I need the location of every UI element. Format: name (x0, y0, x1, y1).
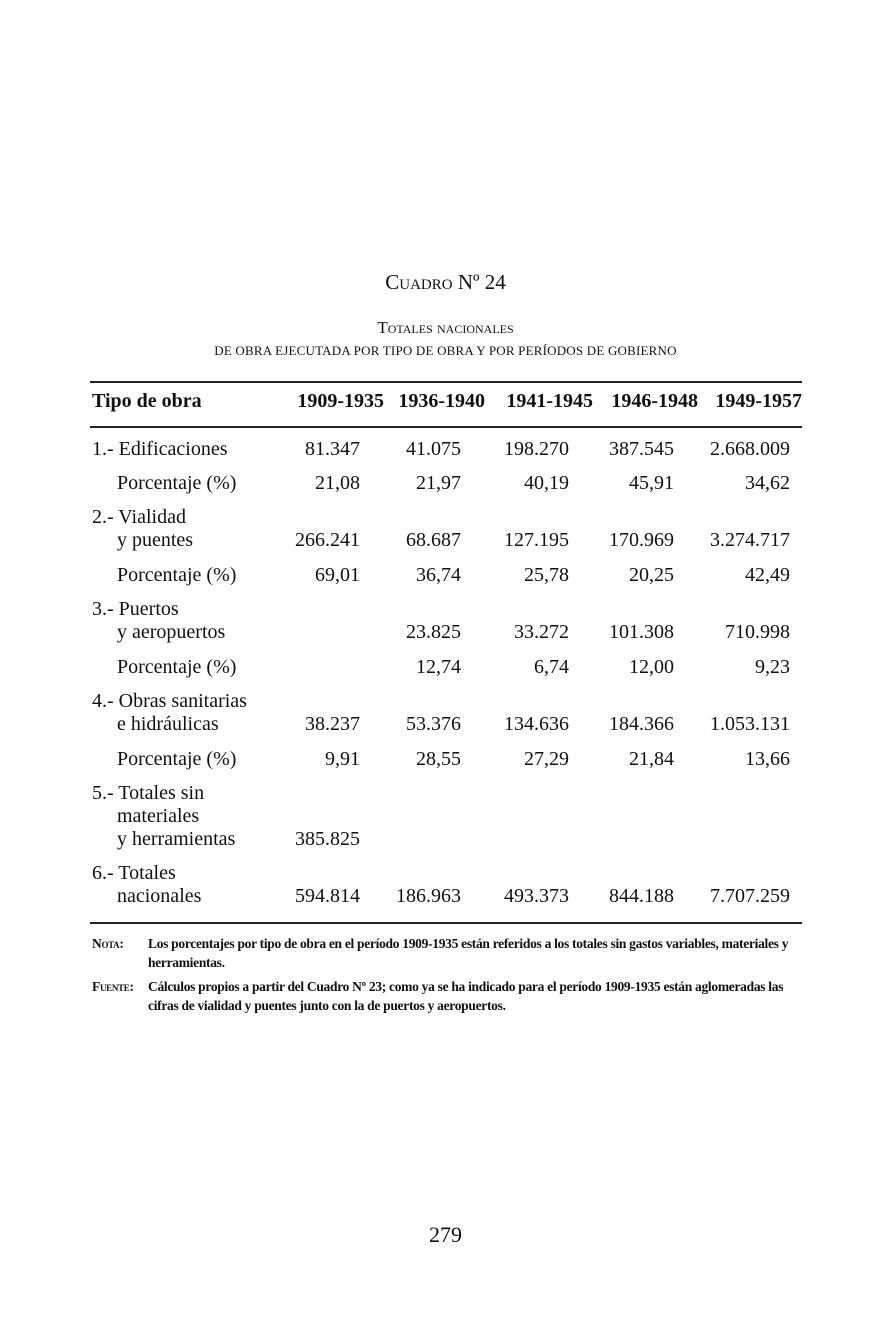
table-cell: 184.366 (609, 713, 674, 735)
header-1949-1957: 1949-1957 (715, 390, 802, 412)
table-cell: 594.814 (295, 885, 360, 907)
page-number: 279 (429, 1222, 462, 1247)
table-caption-title: Cuadro Nº 24 (385, 270, 506, 294)
table-cell: 45,91 (629, 472, 674, 494)
table-cell: 20,25 (629, 564, 674, 586)
note-fuente-text: Cálculos propios a partir del Cuadro Nº 23; como ya se ha indicado para el período 1909-1935 están aglomeradas las cifras de vialidad y puentes junto con la de puertos y aeropuertos. (148, 979, 784, 1013)
table-cell: 710.998 (725, 621, 790, 643)
table-cell: 38.237 (305, 713, 360, 735)
table-cell: 81.347 (305, 438, 360, 460)
row-label: nacionales (117, 885, 202, 907)
header-1909-1935: 1909-1935 (297, 390, 384, 412)
row-label: 3.- Puertos (92, 598, 179, 620)
row-label: Porcentaje (%) (117, 564, 237, 586)
row-label: y aeropuertos (117, 621, 226, 643)
table-cell: 69,01 (315, 564, 360, 586)
note-nota-tag: Nota: (92, 936, 124, 951)
table-cell: 33.272 (514, 621, 569, 643)
table-top-rule (90, 381, 802, 383)
table-cell: 385.825 (295, 828, 360, 850)
table-cell: 42,49 (745, 564, 790, 586)
row-label: 2.- Vialidad (92, 506, 186, 528)
row-label: e hidráulicas (117, 713, 219, 735)
header-tipo-de-obra: Tipo de obra (92, 390, 202, 412)
table-cell: 3.274.717 (710, 529, 790, 551)
table-cell: 27,29 (524, 748, 569, 770)
note-fuente-tag: Fuente: (92, 979, 134, 994)
table-cell: 266.241 (295, 529, 360, 551)
table-subtitle-line1: Totales nacionales (377, 318, 514, 337)
table-cell: 127.195 (504, 529, 569, 551)
table-bottom-rule (90, 922, 802, 924)
table-cell: 21,97 (416, 472, 461, 494)
note-nota (92, 934, 804, 970)
row-label: Porcentaje (%) (117, 656, 237, 678)
table-cell: 25,78 (524, 564, 569, 586)
table-header-rule (90, 426, 802, 428)
row-label: materiales (117, 805, 200, 827)
table-cell: 40,19 (524, 472, 569, 494)
row-label: 5.- Totales sin (92, 782, 205, 804)
table-cell: 6,74 (534, 656, 569, 678)
table-cell: 9,23 (755, 656, 790, 678)
table-cell: 28,55 (416, 748, 461, 770)
table-cell: 21,84 (629, 748, 674, 770)
note-nota-text: Los porcentajes por tipo de obra en el período 1909-1935 están referidos a los totales sin gastos variables, materiales y herramientas. (148, 936, 789, 970)
header-1936-1940: 1936-1940 (398, 390, 485, 412)
row-label: Porcentaje (%) (117, 748, 237, 770)
table-cell: 53.376 (406, 713, 461, 735)
table-cell: 493.373 (504, 885, 569, 907)
table-cell: 9,91 (325, 748, 360, 770)
table-cell: 2.668.009 (710, 438, 790, 460)
table-cell: 387.545 (609, 438, 674, 460)
table-cell: 1.053.131 (710, 713, 790, 735)
row-label: 1.- Edificaciones (92, 438, 228, 460)
table-cell: 170.969 (609, 529, 674, 551)
table-cell: 12,00 (629, 656, 674, 678)
row-label: y puentes (117, 529, 194, 551)
row-label: Porcentaje (%) (117, 472, 237, 494)
header-1941-1945: 1941-1945 (506, 390, 593, 412)
table-cell: 36,74 (416, 564, 461, 586)
header-1946-1948: 1946-1948 (611, 390, 698, 412)
table-cell: 134.636 (504, 713, 569, 735)
table-cell: 12,74 (416, 656, 461, 678)
note-fuente (92, 977, 804, 1013)
row-label: 4.- Obras sanitarias (92, 690, 247, 712)
row-label: 6.- Totales (92, 862, 176, 884)
table-cell: 68.687 (406, 529, 461, 551)
table-cell: 21,08 (315, 472, 360, 494)
row-label: y herramientas (117, 828, 236, 850)
table-cell: 23.825 (406, 621, 461, 643)
table-cell: 7.707.259 (710, 885, 790, 907)
table-cell: 13,66 (745, 748, 790, 770)
table-subtitle-line2: DE OBRA EJECUTADA POR TIPO DE OBRA Y POR PERÍODOS DE GOBIERNO (214, 343, 677, 358)
table-cell: 186.963 (396, 885, 461, 907)
table-cell: 34,62 (745, 472, 790, 494)
table-cell: 198.270 (504, 438, 569, 460)
table-cell: 41.075 (406, 438, 461, 460)
table-cell: 101.308 (609, 621, 674, 643)
table-cell: 844.188 (609, 885, 674, 907)
